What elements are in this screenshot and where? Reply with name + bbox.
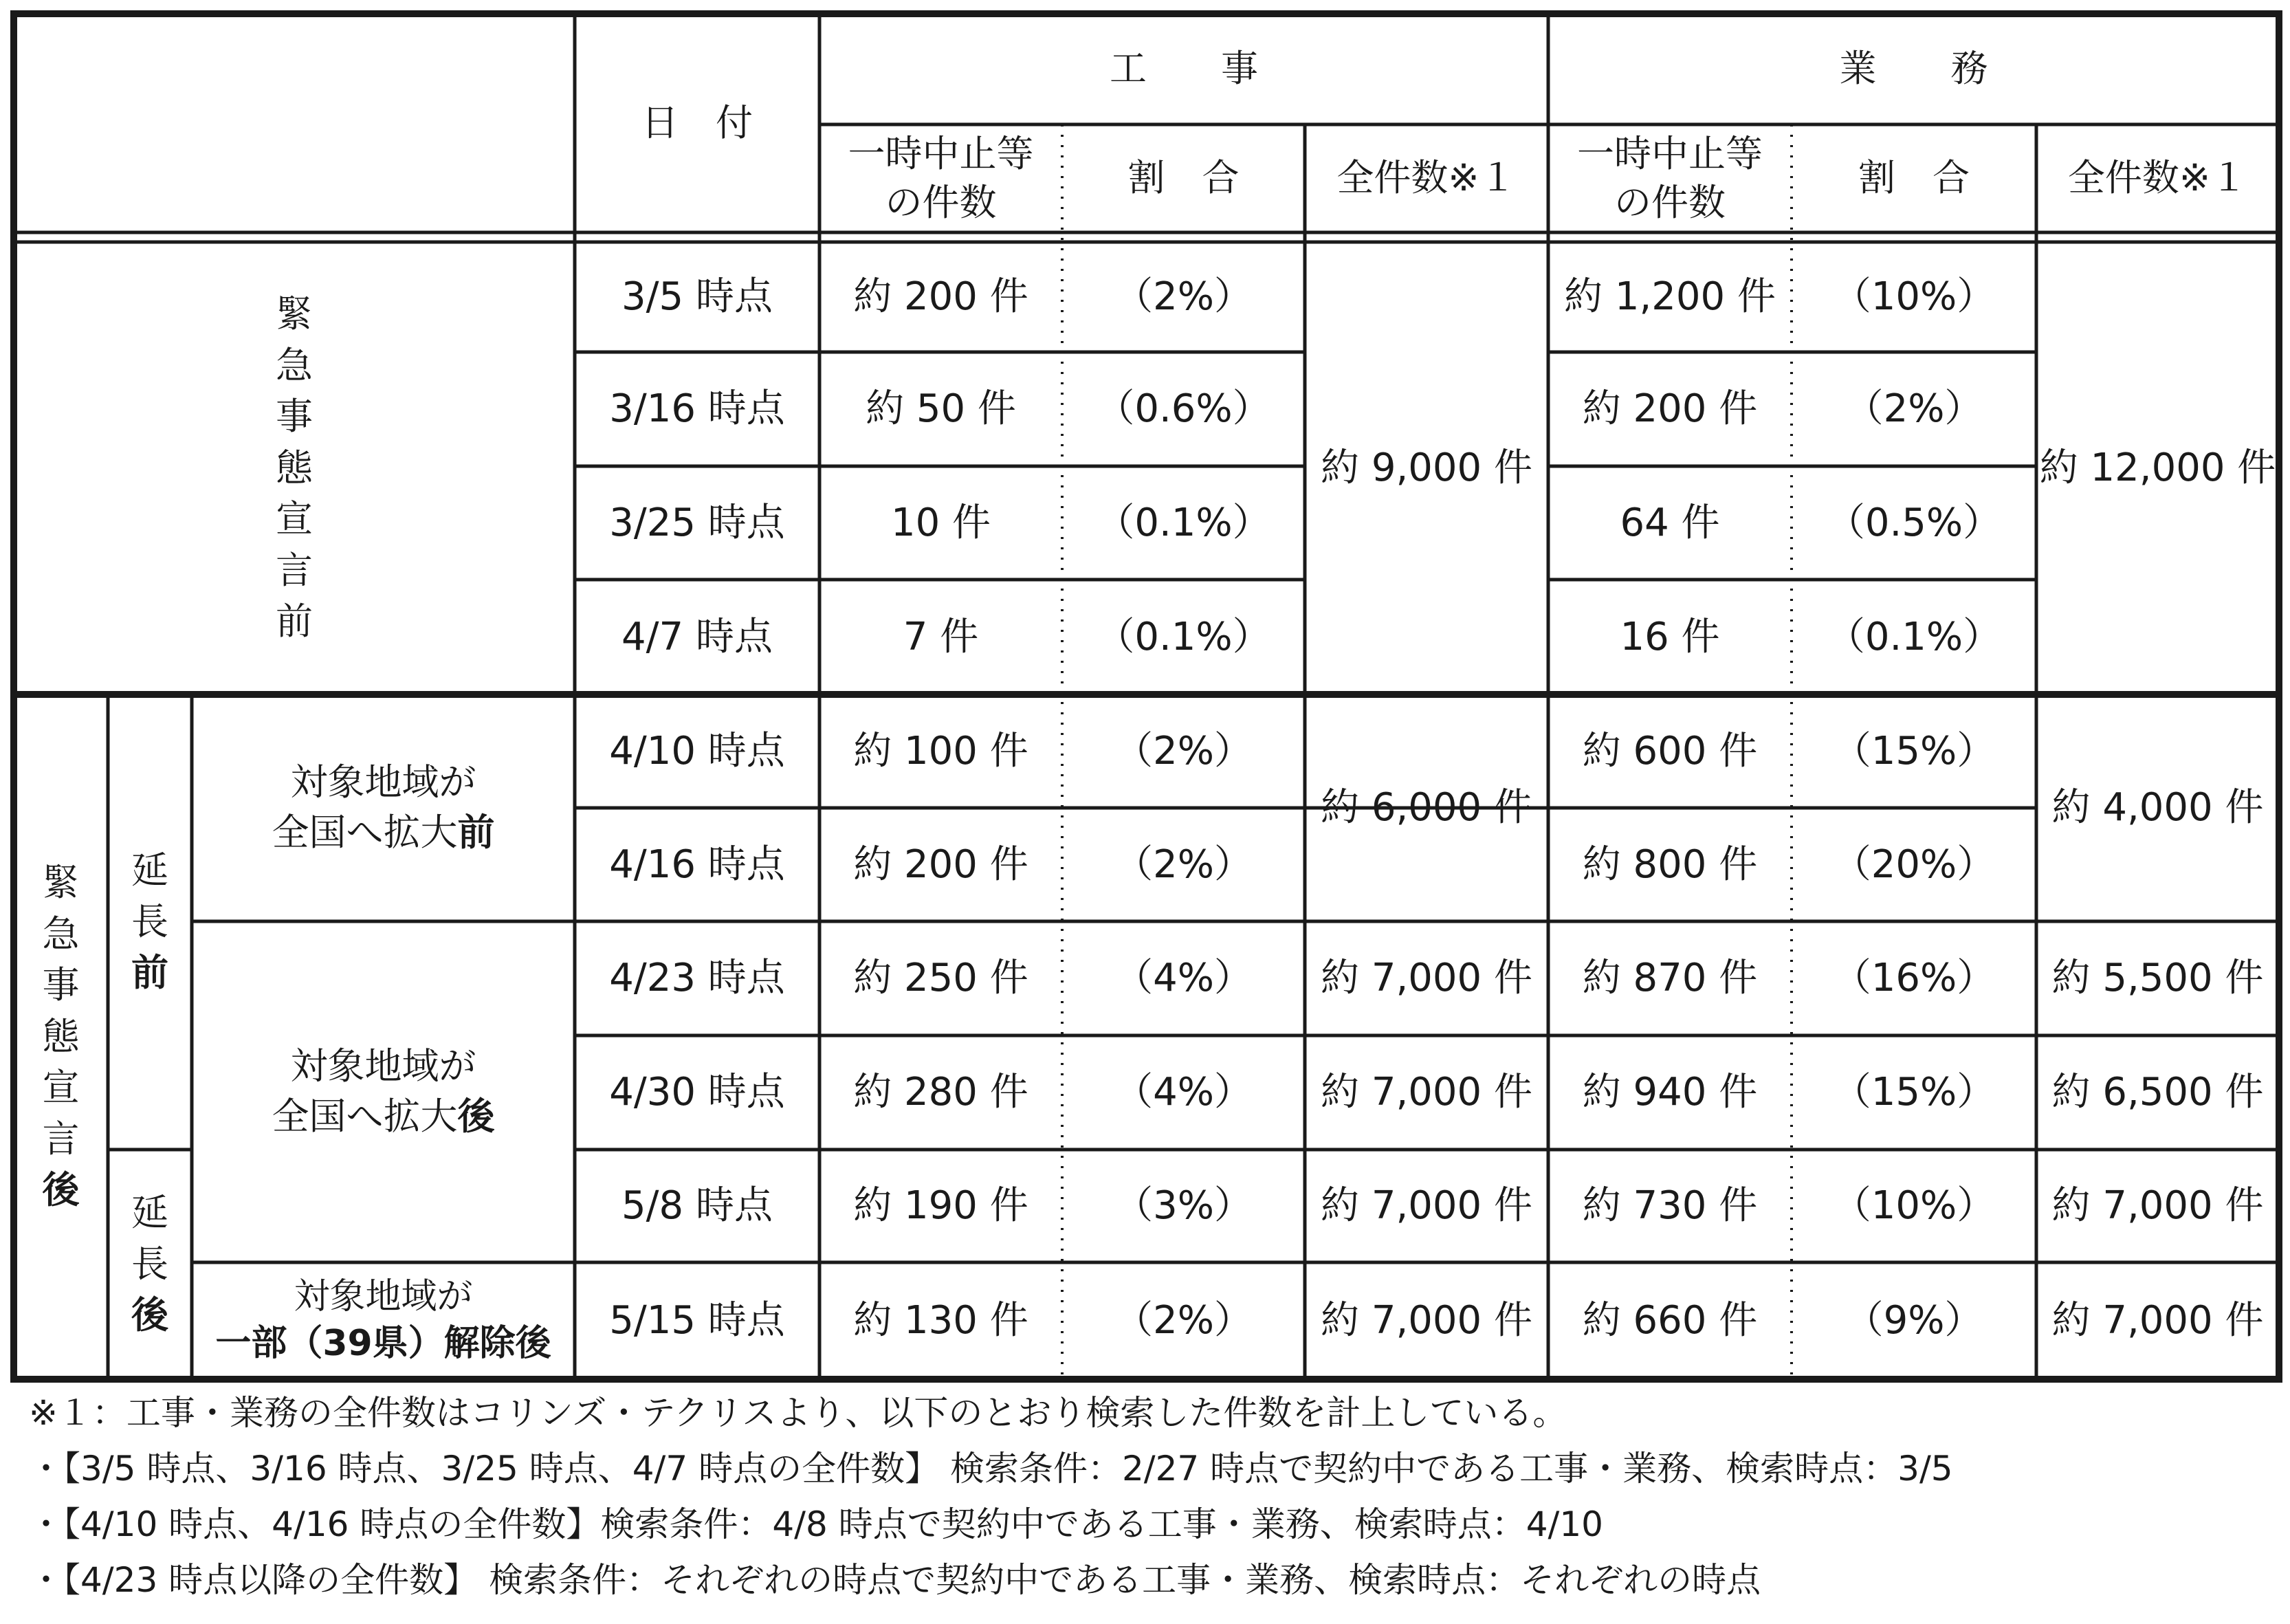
cell-c-count: 約 190 件	[853, 1183, 1028, 1229]
cell-s-count: 約 1,200 件	[1564, 274, 1776, 320]
cell-s-ratio: （16%）	[1832, 956, 1996, 1001]
cell-s-count: 約 800 件	[1582, 842, 1758, 887]
footnote-3: ・【4/10 時点、4/16 時点の全件数】検索条件：4/8 時点で契約中である工事・業務、検索時点：4/10	[29, 1504, 1603, 1544]
cell-s-ratio: （10%）	[1832, 1183, 1996, 1229]
group-extension-after: 延 長 後	[131, 1191, 168, 1337]
cell-date: 4/7 時点	[621, 614, 773, 659]
cell-s-ratio: （20%）	[1832, 842, 1996, 887]
cell-c-count: 7 件	[903, 614, 979, 659]
cell-c-ratio: （2%）	[1114, 1298, 1253, 1343]
header-construction-total: 全件数※１	[1336, 156, 1517, 200]
cell-date: 5/8 時点	[621, 1183, 773, 1229]
cell-s-count: 64 件	[1620, 500, 1720, 545]
cell-c-count: 約 50 件	[866, 386, 1016, 432]
header-date: 日 付	[641, 100, 753, 144]
header-service: 業 務	[1839, 47, 1988, 91]
cell-s-ratio: （0.5%）	[1826, 500, 2002, 545]
cell-s-total: 約 5,500 件	[2051, 956, 2264, 1001]
cell-s-ratio: （2%）	[1845, 386, 1983, 432]
cell-c-count: 約 200 件	[853, 274, 1028, 320]
cell-c-count: 約 100 件	[853, 728, 1028, 773]
cell-date: 4/23 時点	[609, 956, 785, 1001]
cell-s-count: 約 660 件	[1582, 1298, 1758, 1343]
cell-s-ratio: （9%）	[1845, 1298, 1983, 1343]
service-total-expand-before: 約 4,000 件	[2051, 785, 2264, 831]
cell-c-ratio: （4%）	[1114, 1070, 1253, 1115]
cell-date: 3/16 時点	[609, 386, 785, 432]
cell-c-ratio: （0.1%）	[1096, 500, 1271, 545]
cell-s-count: 約 940 件	[1582, 1070, 1758, 1115]
construction-total-expand-before: 約 6,000 件	[1321, 785, 1532, 831]
cell-s-ratio: （10%）	[1832, 274, 1996, 320]
footnote-1: ※１：工事・業務の全件数はコリンズ・テクリスより、以下のとおり検索した件数を計上している。	[29, 1393, 1567, 1433]
cell-s-count: 約 730 件	[1582, 1183, 1758, 1229]
cell-c-count: 約 200 件	[853, 842, 1028, 887]
cell-c-ratio: （2%）	[1114, 274, 1253, 320]
region-expand-before: 対象地域が 全国へ拡大前	[272, 760, 495, 854]
header-service-count: 一時中止等 の件数	[1577, 132, 1763, 224]
cell-c-ratio: （3%）	[1114, 1183, 1253, 1229]
header-construction-count: 一時中止等 の件数	[848, 132, 1034, 224]
cell-s-total: 約 6,500 件	[2051, 1070, 2264, 1115]
cell-date: 5/15 時点	[609, 1298, 785, 1343]
cell-s-ratio: （0.1%）	[1826, 614, 2002, 659]
cell-date: 4/30 時点	[609, 1070, 785, 1115]
cell-c-ratio: （4%）	[1114, 956, 1253, 1001]
cell-s-total: 約 7,000 件	[2051, 1298, 2264, 1343]
region-expand-after: 対象地域が 全国へ拡大後	[272, 1044, 495, 1138]
header-service-ratio: 割 合	[1858, 156, 1970, 200]
footnote-2: ・【3/5 時点、3/16 時点、3/25 時点、4/7 時点の全件数】 検索条件：2/27 時点で契約中である工事・業務、検索時点：3/5	[29, 1449, 1953, 1489]
cell-s-count: 約 200 件	[1582, 386, 1758, 432]
cell-date: 3/25 時点	[609, 500, 785, 545]
cell-c-ratio: （0.6%）	[1096, 386, 1271, 432]
cell-c-count: 約 280 件	[853, 1070, 1028, 1115]
cell-c-count: 約 130 件	[853, 1298, 1028, 1343]
cell-s-ratio: （15%）	[1832, 1070, 1996, 1115]
cell-c-ratio: （0.1%）	[1096, 614, 1271, 659]
cell-c-total: 約 7,000 件	[1321, 956, 1532, 1001]
cell-s-count: 16 件	[1620, 614, 1720, 659]
cell-c-count: 約 250 件	[853, 956, 1028, 1001]
cell-c-count: 10 件	[890, 500, 991, 545]
cell-date: 3/5 時点	[621, 274, 773, 320]
cell-s-total: 約 7,000 件	[2051, 1183, 2264, 1229]
group-extension-before: 延 長 前	[131, 848, 168, 995]
construction-total-before: 約 9,000 件	[1321, 446, 1532, 491]
cell-c-ratio: （2%）	[1114, 842, 1253, 887]
header-construction: 工 事	[1110, 47, 1258, 91]
cell-s-count: 約 600 件	[1582, 728, 1758, 773]
cell-c-total: 約 7,000 件	[1321, 1183, 1532, 1229]
cell-date: 4/10 時点	[609, 728, 785, 773]
footnote-4: ・【4/23 時点以降の全件数】 検索条件：それぞれの時点で契約中である工事・業務、検索時点：それぞれの時点	[29, 1560, 1761, 1600]
cell-c-total: 約 7,000 件	[1321, 1070, 1532, 1115]
cell-date: 4/16 時点	[609, 842, 785, 887]
group-before-declaration: 緊 急 事 態 宣 言 前	[276, 292, 313, 644]
cell-c-ratio: （2%）	[1114, 728, 1253, 773]
cell-s-count: 約 870 件	[1582, 956, 1758, 1001]
header-service-total: 全件数※１	[2067, 156, 2248, 200]
service-total-before: 約 12,000 件	[2039, 446, 2276, 491]
header-construction-ratio: 割 合	[1127, 156, 1240, 200]
region-partial-lift: 対象地域が 一部（39県）解除後	[215, 1276, 551, 1364]
cell-s-ratio: （15%）	[1832, 728, 1996, 773]
group-after-declaration: 緊 急 事 態 宣 言 後	[42, 861, 80, 1212]
cell-c-total: 約 7,000 件	[1321, 1298, 1532, 1343]
